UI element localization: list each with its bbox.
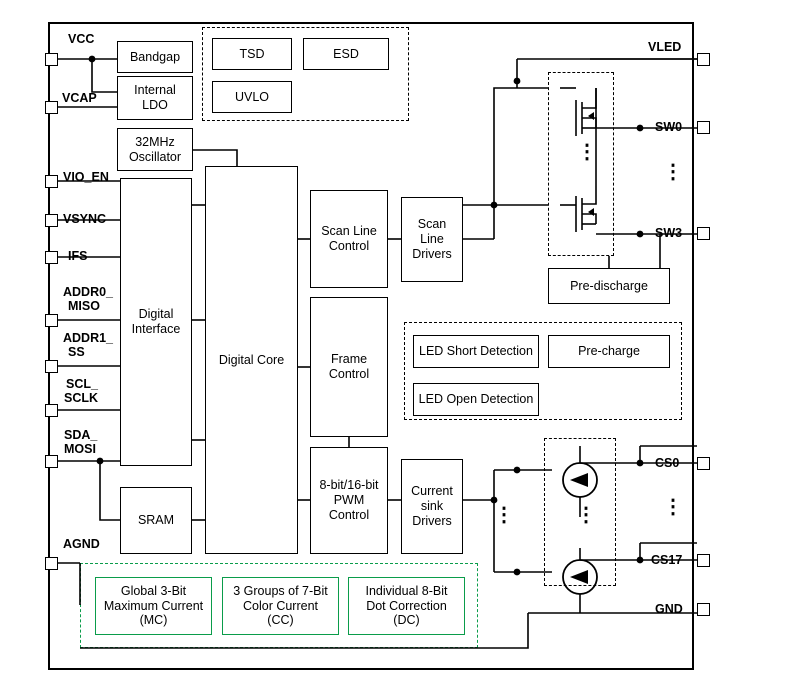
pad-vio_en (45, 175, 58, 188)
block-color-cc-line1: 3 Groups of 7-Bit (233, 583, 328, 598)
block-internal-ldo (117, 76, 193, 120)
block-pre-discharge-label: Pre-discharge (570, 278, 648, 293)
label-sw3: SW3 (655, 226, 683, 240)
block-pwm-control-line2: PWM (333, 493, 365, 508)
block-sram (120, 487, 192, 554)
block-dot-correction (348, 577, 465, 635)
label-agnd: AGND (63, 537, 100, 551)
pad-vsync (45, 214, 58, 227)
block-bandgap-label: Bandgap (129, 49, 181, 64)
label-scl-sclk-line2: SCLK (64, 391, 99, 405)
label-sda-mosi-line2: MOSI (64, 442, 96, 456)
label-vcc: VCC (68, 32, 95, 46)
block-internal-ldo-line1: Internal (134, 83, 176, 98)
block-digital-interface (120, 178, 192, 466)
label-gnd: GND (655, 602, 683, 616)
block-dot-dc-line2: Dot Correction (366, 598, 447, 613)
pad-vled (697, 53, 710, 66)
label-cs0: CS0 (655, 456, 680, 470)
label-vsync: VSYNC (63, 212, 107, 226)
block-led-short-detection-label: LED Short Detection (419, 344, 533, 359)
block-color-cc-line3: (CC) (267, 613, 294, 628)
label-vled: VLED (648, 40, 682, 54)
pad-vcap (45, 101, 58, 114)
pad-cs0 (697, 457, 710, 470)
block-pre-charge (548, 335, 670, 368)
label-vcap: VCAP (62, 91, 97, 105)
pad-agnd (45, 557, 58, 570)
label-addr1-ss-line1: ADDR1_ (63, 331, 114, 345)
block-led-open-detection-label: LED Open Detection (418, 392, 534, 407)
block-current-sink-drivers (401, 459, 463, 554)
label-ifs: IFS (68, 249, 88, 263)
block-oscillator (117, 128, 193, 171)
block-color-current (222, 577, 339, 635)
label-sw0: SW0 (655, 120, 683, 134)
block-bandgap (117, 41, 193, 73)
ellipsis-sw-rail: ⋮ (663, 161, 683, 183)
block-frame-control-line1: Frame (330, 352, 368, 367)
pad-addr0-miso (45, 314, 58, 327)
block-pre-charge-label: Pre-charge (578, 344, 640, 359)
block-scan-line-drivers (401, 197, 463, 282)
block-digital-core-label: Digital Core (218, 352, 285, 367)
pad-cs17 (697, 554, 710, 567)
label-addr0-miso-line1: ADDR0_ (63, 285, 114, 299)
block-digital-core (205, 166, 298, 554)
block-uvlo-label: UVLO (234, 89, 270, 104)
block-pre-discharge (548, 268, 670, 304)
pad-vcc (45, 53, 58, 66)
block-global-mc-line2: Maximum Current (103, 598, 204, 613)
block-tsd (212, 38, 292, 70)
block-scan-line-control (310, 190, 388, 288)
block-dot-dc-line1: Individual 8-Bit (365, 583, 448, 598)
block-pwm-control-line3: Control (328, 507, 370, 522)
label-addr0-miso-line2: MISO (68, 299, 100, 313)
switch-drivers-group (548, 72, 614, 256)
ellipsis-cs-rail: ⋮ (663, 496, 683, 518)
block-tsd-label: TSD (239, 46, 265, 61)
block-oscillator-line2: Oscillator (128, 149, 182, 164)
block-oscillator-line1: 32MHz (135, 134, 175, 149)
block-scan-line-drivers-line2: Line (420, 232, 444, 247)
block-color-cc-line2: Color Current (242, 598, 319, 613)
block-esd (303, 38, 389, 70)
pad-addr1-ss (45, 360, 58, 373)
block-pwm-control (310, 447, 388, 554)
block-digital-interface-line2: Interface (131, 322, 181, 336)
block-led-short-detection (413, 335, 539, 368)
block-current-sink-drivers-line2: sink (420, 499, 444, 514)
pad-ifs (45, 251, 58, 264)
block-global-mc-line3: (MC) (139, 613, 168, 628)
block-internal-ldo-line2: LDO (142, 98, 168, 112)
pad-sw3 (697, 227, 710, 240)
pad-sw0 (697, 121, 710, 134)
label-cs17: CS17 (651, 553, 683, 567)
block-frame-control (310, 297, 388, 437)
pad-scl-sclk (45, 404, 58, 417)
block-scan-line-control-line1: Scan Line (321, 224, 377, 239)
block-uvlo (212, 81, 292, 113)
block-digital-interface-line1: Digital (138, 307, 174, 322)
ellipsis-sinks: ⋮ (576, 504, 596, 526)
block-current-sink-drivers-line3: Drivers (412, 513, 452, 528)
ellipsis-switches: ⋮ (577, 141, 597, 163)
label-addr1-ss-line2: SS (68, 345, 85, 359)
pad-sda-mosi (45, 455, 58, 468)
block-scan-line-drivers-line3: Drivers (412, 246, 452, 261)
label-sda-mosi-line1: SDA_ (64, 428, 98, 442)
block-dot-dc-line3: (DC) (393, 613, 420, 628)
block-global-mc-line1: Global 3-Bit (120, 583, 187, 598)
block-frame-control-line2: Control (328, 367, 370, 381)
block-sram-label: SRAM (137, 513, 175, 528)
block-esd-label: ESD (333, 46, 359, 61)
block-led-open-detection (413, 383, 539, 416)
block-scan-line-control-line2: Control (328, 239, 370, 253)
block-global-maximum-current (95, 577, 212, 635)
label-vio-en: VIO_EN (63, 170, 109, 184)
block-scan-line-drivers-line1: Scan (417, 217, 447, 232)
pad-gnd (697, 603, 710, 616)
block-current-sink-drivers-line1: Current (411, 484, 453, 499)
block-pwm-control-line1: 8-bit/16-bit (319, 478, 379, 493)
ellipsis-cs-left: ⋮ (494, 504, 514, 526)
label-scl-sclk-line1: SCL_ (66, 377, 98, 391)
